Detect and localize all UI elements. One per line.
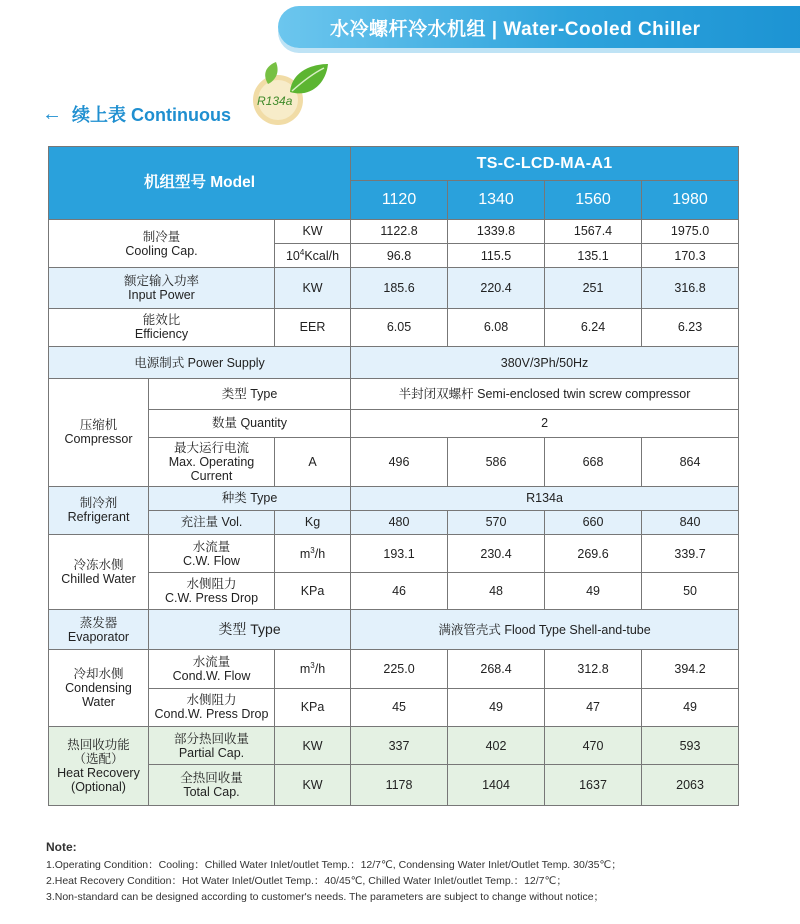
cell: 6.23 — [642, 308, 739, 346]
heat-recovery-label: 热回收功能 （选配） Heat Recovery (Optional) — [49, 727, 149, 806]
cell: 230.4 — [448, 535, 545, 573]
unit-m3h: $m^3/h$ — [275, 650, 351, 688]
spec-table — [48, 146, 739, 806]
cell: 316.8 — [642, 268, 739, 308]
model-1120: 1120 — [351, 181, 448, 219]
cell: 840 — [642, 510, 739, 534]
condensing-water-label: 冷却水侧 Condensing Water — [49, 650, 149, 727]
unit: A — [275, 438, 351, 487]
cell: 6.24 — [545, 308, 642, 346]
cell: 337 — [351, 727, 448, 765]
cell: 6.08 — [448, 308, 545, 346]
unit: KW — [275, 727, 351, 765]
unit-kw: KW — [275, 219, 351, 243]
unit: KW — [275, 765, 351, 806]
evaporator-type-label: 类型 Type — [149, 609, 351, 649]
row-chilled-flow — [49, 535, 739, 573]
cell: 6.05 — [351, 308, 448, 346]
cell: 49 — [642, 688, 739, 726]
cell: 193.1 — [351, 535, 448, 573]
refrigerant-label: 制冷剂 Refrigerant — [49, 486, 149, 535]
unit-kcal: $10^4Kcal/h$ — [275, 244, 351, 268]
refrigerant-type-label: 种类 Type — [149, 486, 351, 510]
row-compressor-type — [49, 379, 739, 409]
cell: 470 — [545, 727, 642, 765]
cell: 185.6 — [351, 268, 448, 308]
compressor-type-label: 类型 Type — [149, 379, 351, 409]
evaporator-type-value: 满液管壳式 Flood Type Shell-and-tube — [351, 609, 739, 649]
chilled-flow-label: 水流量 C.W. Flow — [149, 535, 275, 573]
compressor-max-label: 最大运行电流 Max. Operating Current — [149, 438, 275, 487]
power-supply-label: 电源制式 Power Supply — [49, 347, 351, 379]
chilled-drop-label: 水侧阻力 C.W. Press Drop — [149, 573, 275, 609]
compressor-type-value: 半封闭双螺杆 Semi-enclosed twin screw compressor — [351, 379, 739, 409]
cell: 96.8 — [351, 244, 448, 268]
cell: 1975.0 — [642, 219, 739, 243]
cell: 1637 — [545, 765, 642, 806]
cell: 269.6 — [545, 535, 642, 573]
total-cap-label: 全热回收量 Total Cap. — [149, 765, 275, 806]
header-row-series — [49, 147, 739, 181]
cell: 268.4 — [448, 650, 545, 688]
row-refrigerant-vol — [49, 510, 739, 534]
condensing-drop-label: 水侧阻力 Cond.W. Press Drop — [149, 688, 275, 726]
cell: 49 — [545, 573, 642, 609]
efficiency-label: 能效比 Efficiency — [49, 308, 275, 346]
page-banner — [278, 6, 800, 48]
cell: 2063 — [642, 765, 739, 806]
notes — [46, 838, 786, 905]
unit: EER — [275, 308, 351, 346]
model-1340: 1340 — [448, 181, 545, 219]
cell: 1178 — [351, 765, 448, 806]
model-1560: 1560 — [545, 181, 642, 219]
compressor-qty-value: 2 — [351, 409, 739, 437]
partial-cap-label: 部分热回收量 Partial Cap. — [149, 727, 275, 765]
cell: 220.4 — [448, 268, 545, 308]
unit-m3h: $m^3/h$ — [275, 535, 351, 573]
cell: 312.8 — [545, 650, 642, 688]
cell: 49 — [448, 688, 545, 726]
cell: 225.0 — [351, 650, 448, 688]
compressor-qty-label: 数量 Quantity — [149, 409, 351, 437]
cell: 50 — [642, 573, 739, 609]
refrigerant-type-value: R134a — [351, 486, 739, 510]
series-header: TS-C-LCD-MA-A1 — [351, 147, 739, 181]
row-input-power — [49, 268, 739, 308]
note-line: 2.Heat Recovery Condition：Hot Water Inlet/Outlet Temp.：40/45℃, Chilled Water Inlet/outlet Temp.：12/7℃； — [46, 874, 567, 887]
logo-text: R134a — [257, 94, 293, 108]
evaporator-label: 蒸发器 Evaporator — [49, 609, 149, 649]
cell: 46 — [351, 573, 448, 609]
cell: 394.2 — [642, 650, 739, 688]
unit: KW — [275, 268, 351, 308]
cell: 45 — [351, 688, 448, 726]
row-evaporator — [49, 609, 739, 649]
cell: 1567.4 — [545, 219, 642, 243]
banner-title: 水冷螺杆冷水机组 | Water-Cooled Chiller — [330, 18, 701, 40]
cell: 47 — [545, 688, 642, 726]
cell: 864 — [642, 438, 739, 487]
notes-title: Note: — [46, 840, 77, 854]
cell: 1339.8 — [448, 219, 545, 243]
row-chilled-drop — [49, 573, 739, 609]
condensing-flow-label: 水流量 Cond.W. Flow — [149, 650, 275, 688]
unit: KPa — [275, 688, 351, 726]
cell: 170.3 — [642, 244, 739, 268]
note-line: 1.Operating Condition：Cooling：Chilled Water Inlet/outlet Temp.：12/7℃, Condensing Water Inlet/Outlet Temp. 30/35℃； — [46, 859, 622, 871]
cell: 1404 — [448, 765, 545, 806]
chilled-water-label: 冷冻水侧 Chilled Water — [49, 535, 149, 610]
power-supply-value: 380V/3Ph/50Hz — [351, 347, 739, 379]
cell: 496 — [351, 438, 448, 487]
model-1980: 1980 — [642, 181, 739, 219]
arrow-left-icon: ← — [42, 102, 62, 125]
row-compressor-qty — [49, 409, 739, 437]
cell: 251 — [545, 268, 642, 308]
cell: 570 — [448, 510, 545, 534]
cell: 115.5 — [448, 244, 545, 268]
cell: 1122.8 — [351, 219, 448, 243]
cell: 48 — [448, 573, 545, 609]
unit: Kg — [275, 510, 351, 534]
row-refrigerant-type — [49, 486, 739, 510]
cell: 660 — [545, 510, 642, 534]
cell: 135.1 — [545, 244, 642, 268]
row-cooling-kw — [49, 219, 739, 243]
r134a-leaf-logo — [248, 62, 332, 128]
compressor-label: 压缩机 Compressor — [49, 379, 149, 486]
row-condensing-drop — [49, 688, 739, 726]
cell: 668 — [545, 438, 642, 487]
model-header: 机组型号 Model — [49, 147, 351, 220]
note-line: 3.Non-standard can be designed according to customer's needs. The parameters are subject to change without notice； — [46, 890, 605, 903]
cell: 480 — [351, 510, 448, 534]
cooling-label: 制冷量 Cooling Cap. — [49, 219, 275, 268]
row-efficiency — [49, 308, 739, 346]
cell: 586 — [448, 438, 545, 487]
unit: KPa — [275, 573, 351, 609]
cell: 593 — [642, 727, 739, 765]
row-heat-total — [49, 765, 739, 806]
row-compressor-max — [49, 438, 739, 487]
row-heat-partial — [49, 727, 739, 765]
cell: 339.7 — [642, 535, 739, 573]
continued-text: 续上表 Continuous — [72, 105, 231, 125]
input-power-label: 额定输入功率 Input Power — [49, 268, 275, 308]
row-power-supply — [49, 347, 739, 379]
refrigerant-vol-label: 充注量 Vol. — [149, 510, 275, 534]
continued-label — [42, 101, 231, 127]
row-condensing-flow — [49, 650, 739, 688]
cell: 402 — [448, 727, 545, 765]
